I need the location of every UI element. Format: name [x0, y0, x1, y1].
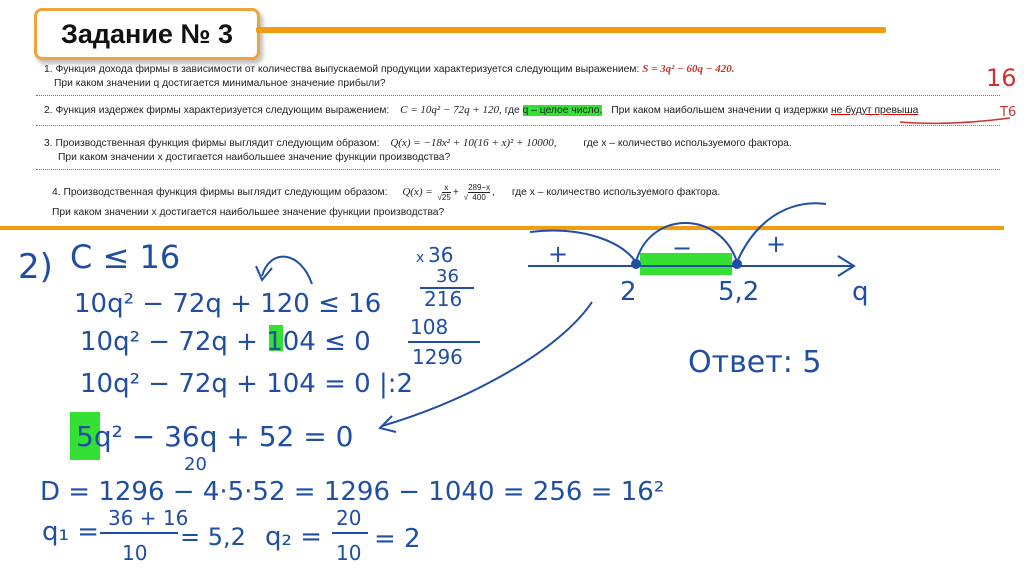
task-2-where: где	[504, 105, 520, 116]
frac2-num: 289−x	[468, 183, 491, 192]
hw-q2-label: q₂ =	[265, 522, 322, 552]
hw-line-5: 5q² − 36q + 52 = 0	[76, 420, 354, 453]
hw-line-5-sub: 20	[184, 454, 207, 475]
root-label-1: 2	[620, 277, 637, 307]
task-2-highlight: q – целое число.	[522, 105, 603, 116]
axis-label-q: q	[852, 277, 869, 307]
task-1-formula: S = 3q² − 60q − 420.	[642, 63, 735, 75]
sign-plus-left: +	[548, 240, 569, 268]
hw-line-3: 10q² − 72q + 104 ≤ 0	[80, 327, 371, 357]
sign-plus-right: +	[766, 230, 787, 258]
hw-discriminant: D = 1296 − 4·5·52 = 1296 − 1040 = 256 = 16²	[40, 477, 665, 507]
hw-mult-a: 36	[428, 243, 454, 267]
red-note-16: 16	[986, 64, 1017, 92]
task-1-question: При каком значении q достигается минимальное значение прибыли?	[54, 78, 386, 89]
frac1-den: 25	[441, 193, 451, 202]
task-4: 4. Производственная функция фирмы выглядит следующим образом: $Q(x) = √\frac{x}{25}$ + $√\frac{289-x}{400}$ , где x – количество используемого фактора.	[52, 183, 721, 202]
hw-q2-num: 20	[336, 506, 362, 530]
sign-minus: −	[672, 234, 693, 262]
hw-mult-res: 1296	[412, 345, 463, 369]
hw-line-4: 10q² − 72q + 104 = 0 |:2	[80, 369, 414, 399]
red-note-t6: Т6	[1000, 105, 1017, 120]
hw-mult-x: x	[416, 250, 425, 266]
sign-arc	[530, 231, 636, 262]
hw-q2-den: 10	[336, 541, 362, 565]
hw-q1-result: = 5,2	[180, 523, 246, 551]
hw-q1-num: 36 + 16	[108, 506, 189, 530]
task-4-text: 4. Производственная функция фирмы выглядит следующим образом:	[52, 187, 388, 199]
hw-q1-label: q₁ =	[42, 517, 99, 547]
task-2-question: При каком наибольшем значении q издержки	[611, 105, 829, 116]
task-2-underlined: не будут превыша	[830, 105, 919, 116]
task-4-fraction-2: $√\frac{289-x}{400}$	[463, 183, 491, 202]
task-3-suffix: где x – количество используемого фактора.	[583, 138, 792, 149]
hw-mult-p2: 108	[410, 315, 449, 339]
root-label-2: 5,2	[718, 277, 760, 307]
task-4-question: При каком значении x достигается наибольшее значение функции производства?	[52, 207, 445, 218]
frac2-den: 400	[468, 192, 490, 202]
task-3-text: 3. Производственная функция фирмы выглядит следующим образом:	[44, 138, 380, 149]
task-4-formula-lhs: Q(x) =	[402, 186, 433, 199]
task-1-text: 1. Функция дохода фирмы в зависимости от количества выпускаемой продукции характеризуется следующим выражением:	[44, 64, 640, 75]
hw-mult-p1: 216	[424, 287, 463, 311]
task-4-suffix: где x – количество используемого фактора.	[511, 187, 721, 199]
hw-task-label: 2)	[18, 247, 53, 287]
task-4-fraction-1: $√\frac{x}{25}$	[437, 183, 451, 202]
hw-q1-den: 10	[122, 541, 148, 565]
hw-answer: Ответ: 5	[688, 345, 822, 380]
hw-line-2: 10q² − 72q + 120 ≤ 16	[74, 289, 382, 319]
task-3-formula: Q(x) = −18x² + 10(16 + x)² + 10000,	[390, 137, 557, 149]
hw-mult-b: 36	[436, 266, 459, 287]
frac1-num: x	[444, 183, 449, 192]
hw-q2-result: = 2	[374, 524, 421, 554]
task-2-formula: C = 10q² − 72q + 120,	[400, 104, 502, 116]
red-underline	[900, 118, 1010, 123]
task-2-text: 2. Функция издержек фирмы характеризуется следующим выражением:	[44, 105, 390, 116]
task-3-question: При каком значении x достигается наибольшее значение функции производства?	[58, 152, 451, 163]
slide-title-text: Задание № 3	[60, 18, 234, 49]
hw-line-1: C ≤ 16	[70, 238, 181, 276]
